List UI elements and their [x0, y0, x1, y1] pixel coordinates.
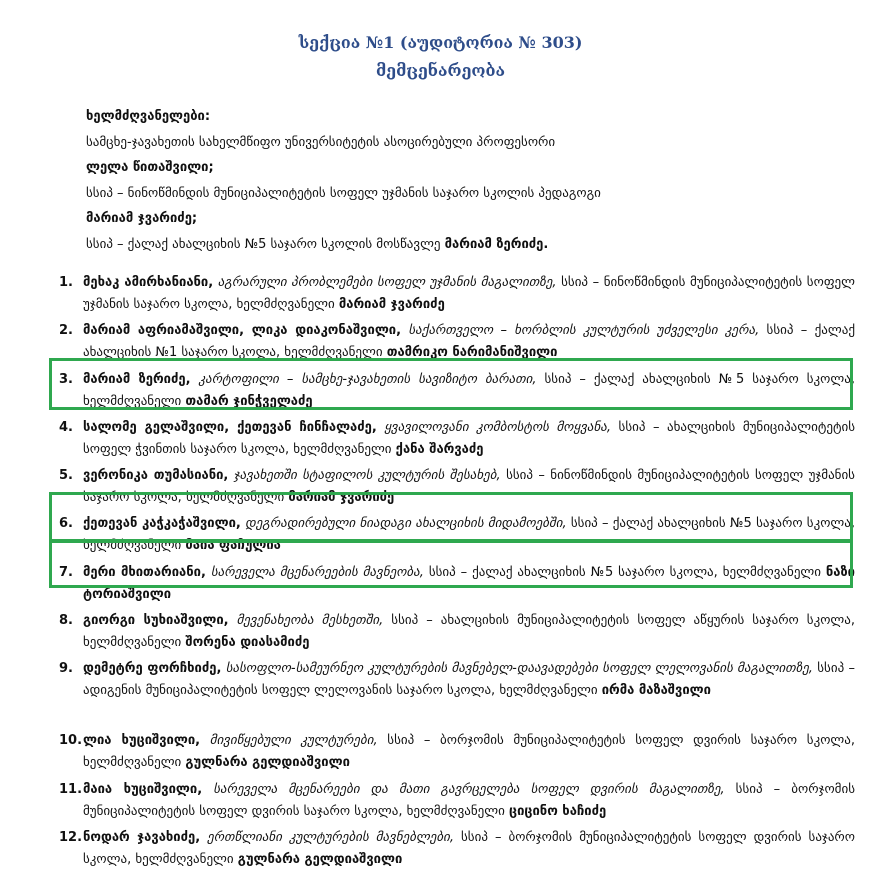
supervisor-line: სსიპ – ნინოწმინდის მუნიციპალიტეტის სოფელ უჯმანის საჯარო სკოლის პედაგოგი — [86, 185, 601, 201]
school-info: სსიპ – ბორჯომის მუნიციპალიტეტის სოფელ დვირის საჯარო სკოლა, ხელმძღვანელი — [83, 829, 855, 867]
participant-names: ლია ხუციშვილი, — [83, 733, 201, 749]
item-number: 12. — [59, 829, 83, 845]
supervisors-block — [86, 104, 846, 258]
participant-names: მერი მხითარიანი, — [83, 564, 206, 580]
item-number: 8. — [59, 613, 73, 629]
supervisor-name: მაია ფაჩულია — [185, 538, 281, 554]
item-text — [83, 827, 855, 871]
section-title: სექცია №1 (აუდიტორია № 303) — [298, 33, 583, 52]
topic-title: სარეველა მცენარეების მავნეობა, — [205, 564, 424, 580]
item-number: 3. — [59, 371, 73, 387]
participant-names: გიორგი სუხიაშვილი, — [83, 613, 229, 629]
item-text — [83, 779, 855, 823]
topic-title: სარეველა მცენარეები და მათი გავრცელება სოფელ დვირის მაგალითზე, — [202, 781, 725, 797]
school-info: სსიპ – ქალაქ ახალციხის №5 საჯარო სკოლა, ხელმძღვანელი — [423, 564, 826, 580]
item-number: 11. — [59, 781, 83, 797]
item-text — [83, 272, 855, 316]
highlight-box-item-6 — [49, 492, 853, 542]
topic-title: მივიწყებული კულტურები, — [200, 733, 378, 749]
participant-names: სალომე გელაშვილი, ქეთევან ჩინჩალაძე, — [83, 419, 377, 435]
item-text — [83, 417, 855, 461]
supervisor-name: თამარ ჯინჭველაძე — [185, 393, 313, 409]
highlight-box-item-3 — [49, 358, 853, 410]
supervisor-name: შორენა დიასამიძე — [185, 635, 310, 651]
item-number: 5. — [59, 468, 73, 484]
supervisor-name: ირმა მაზაშვილი — [601, 683, 711, 699]
highlight-box-item-7 — [49, 540, 853, 588]
list-item — [46, 827, 856, 875]
topic-title: მევენახეობა მესხეთში, — [228, 613, 384, 629]
topic-title: კარტოფილი – სამცხე-ჯავახეთის სავიზიტო ბარათი, — [190, 371, 537, 387]
participant-names: ნოდარ ჯავახიძე, — [83, 829, 201, 845]
supervisor-name: მარიამ ჯვარიძე — [288, 490, 395, 506]
participant-names: მეხაკ ამირხანიანი, — [83, 275, 214, 290]
item-text — [83, 730, 855, 774]
topic-title: ერთწლიანი კულტურების მავნებლები, — [200, 829, 454, 845]
school-info: სსიპ – ნინოწმინდის მუნიციპალიტეტის სოფელ უჯმანის საჯარო სკოლა, ხელმძღვანელი — [83, 468, 855, 506]
school-info: სსიპ – ბორჯომის მუნიციპალიტეტის სოფელ დვირის საჯარო სკოლა, ხელმძღვანელი — [83, 781, 855, 819]
item-number: 4. — [59, 419, 73, 435]
school-info: სსიპ – ნინოწმინდის მუნიციპალიტეტის სოფელ უჯმანის საჯარო სკოლა, ხელმძღვანელი — [83, 275, 855, 312]
supervisor-name: ქანა შარვაძე — [395, 441, 484, 457]
supervisor-line: სამცხე-ჯავახეთის სახელმწიფო უნივერსიტეტის ასოცირებული პროფესორი — [86, 134, 556, 150]
school-info: სსიპ – ქალაქ ახალციხის №5 საჯარო სკოლა, ხელმძღვანელი — [83, 371, 855, 409]
participant-names: მაია ხუციშვილი, — [83, 781, 203, 797]
list-item — [46, 658, 856, 730]
item-number: 7. — [59, 564, 73, 580]
supervisor-name: მარიამ ზერიძე. — [444, 236, 549, 252]
supervisor-name: ციცინო ხაჩიძე — [508, 803, 607, 819]
school-info: სსიპ – ახალციხის მუნიციპალიტეტის სოფელ ჭვინთის საჯარო სკოლა, ხელმძღვანელი — [83, 419, 855, 457]
topic-title: სასოფლო-სამეურნეო კულტურების მავნებელ-დაავადებები სოფელ ლელოვანის მაგალითზე, — [221, 661, 813, 677]
list-item — [46, 610, 856, 658]
supervisors-heading: ხელმძღვანელები: — [86, 109, 211, 124]
supervisor-name: ლელა წითაშვილი; — [86, 160, 214, 176]
supervisor-line — [86, 232, 846, 258]
item-number: 10. — [59, 733, 83, 749]
supervisor-name: გულნარა გელდიაშვილი — [237, 851, 403, 867]
topic-title: დეგრადირებული ნიადაგი ახალციხის მიდამოებში, — [240, 516, 567, 532]
supervisor-name: ნაზი ტორიაშვილი — [83, 564, 855, 602]
item-number: 9. — [59, 661, 73, 677]
item-text — [83, 610, 855, 654]
section-subtitle: მემცენარეობა — [376, 61, 505, 80]
topic-title: ჯავახეთში სტაფილოს კულტურის შესახებ, — [228, 468, 501, 484]
topic-title: აგრარული პრობლემები სოფელ უჯმანის მაგალითზე, — [213, 275, 557, 290]
school-info: სსიპ – ბორჯომის მუნიციპალიტეტის სოფელ დვირის საჯარო სკოლა, ხელმძღვანელი — [83, 733, 855, 771]
list-item — [46, 730, 856, 778]
supervisor-name: გულნარა გელდიაშვილი — [185, 755, 350, 771]
supervisor-name: მარიამ ჯვარიძე — [338, 297, 445, 312]
school-info: სსიპ – ადიგენის მუნიციპალიტეტის სოფელ ლელოვანის საჯარო სკოლა, ხელმძღვანელი — [83, 661, 855, 699]
item-number: 2. — [59, 323, 73, 339]
participant-names: ვერონიკა თუმასიანი, — [83, 468, 229, 484]
supervisor-position: სსიპ – ქალაქ ახალციხის №5 საჯარო სკოლის მოსწავლე — [86, 236, 445, 252]
topic-title: ყვავილოვანი კომბოსტოს მოყვანა, — [376, 419, 612, 435]
school-info: სსიპ – ქალაქ ახალციხის №5 საჯარო სკოლა, ხელმძღვანელი — [83, 516, 855, 554]
list-item — [46, 779, 856, 827]
topic-title: საქართველო – ხორბლის კულტურის უძველესი კერა, — [401, 323, 760, 339]
item-number: 1. — [59, 275, 73, 290]
item-number: 6. — [59, 516, 73, 532]
participant-names: მარიამ აფრიამაშვილი, ლიკა დიაკონაშვილი, — [83, 323, 402, 339]
school-info: სსიპ – ახალციხის მუნიციპალიტეტის სოფელ აწყურის საჯარო სკოლა, ხელმძღვანელი — [83, 613, 856, 651]
list-item — [46, 272, 856, 320]
list-item — [46, 417, 856, 465]
school-info: სსიპ – ქალაქ ახალციხის №1 საჯარო სკოლა, ხელმძღვანელი — [83, 323, 855, 361]
participant-names: ქეთევან კაჭკაჭაშვილი, — [83, 516, 241, 532]
participant-names: დემეტრე ფორჩხიძე, — [83, 661, 222, 677]
participant-names: მარიამ ზერიძე, — [83, 371, 191, 387]
item-text — [83, 658, 855, 702]
supervisor-name: მარიამ ჯვარიძე; — [86, 211, 198, 227]
supervisor-name: თამრიკო ნარიმანიშვილი — [386, 345, 558, 361]
